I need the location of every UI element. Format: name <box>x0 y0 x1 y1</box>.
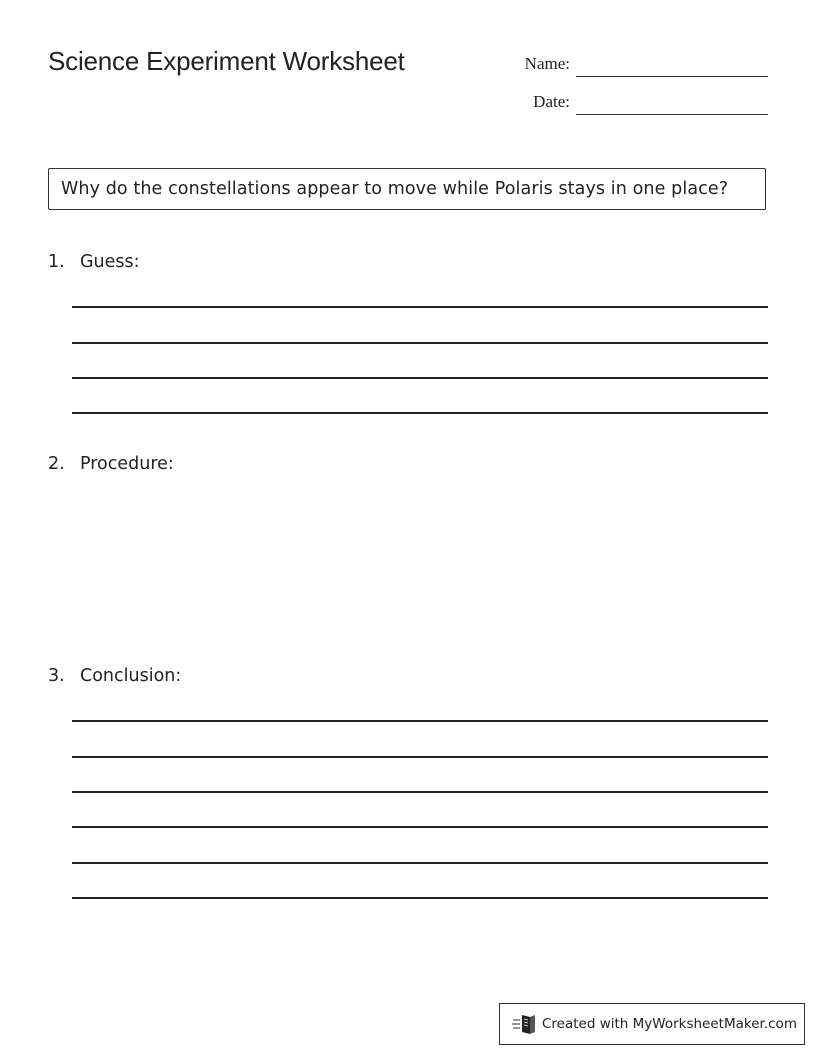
conclusion-answer-line[interactable] <box>72 862 768 864</box>
badge-text: Created with MyWorksheetMaker.com <box>542 1016 797 1032</box>
date-label: Date: <box>533 92 570 111</box>
date-field-line[interactable] <box>576 114 768 115</box>
name-label: Name: <box>524 54 570 73</box>
name-field-line[interactable] <box>576 76 768 77</box>
guess-answer-line[interactable] <box>72 306 768 308</box>
book-icon <box>512 1012 538 1036</box>
guess-answer-line[interactable] <box>72 342 768 344</box>
section-label: Procedure: <box>80 454 174 474</box>
guess-answer-line[interactable] <box>72 377 768 379</box>
conclusion-answer-line[interactable] <box>72 720 768 722</box>
section-guess <box>48 252 140 272</box>
section-number: 3. <box>48 666 65 686</box>
section-conclusion <box>48 666 181 686</box>
section-number: 1. <box>48 252 65 272</box>
section-label: Guess: <box>80 252 140 272</box>
section-number: 2. <box>48 454 65 474</box>
section-procedure <box>48 454 174 474</box>
conclusion-answer-line[interactable] <box>72 897 768 899</box>
worksheet-title: Science Experiment Worksheet <box>48 46 405 76</box>
question-box <box>48 168 766 210</box>
conclusion-answer-line[interactable] <box>72 756 768 758</box>
conclusion-answer-line[interactable] <box>72 791 768 793</box>
guess-answer-line[interactable] <box>72 412 768 414</box>
question-text: Why do the constellations appear to move while Polaris stays in one place? <box>61 179 729 199</box>
created-with-badge[interactable] <box>499 1003 805 1045</box>
conclusion-answer-line[interactable] <box>72 826 768 828</box>
section-label: Conclusion: <box>80 666 182 686</box>
